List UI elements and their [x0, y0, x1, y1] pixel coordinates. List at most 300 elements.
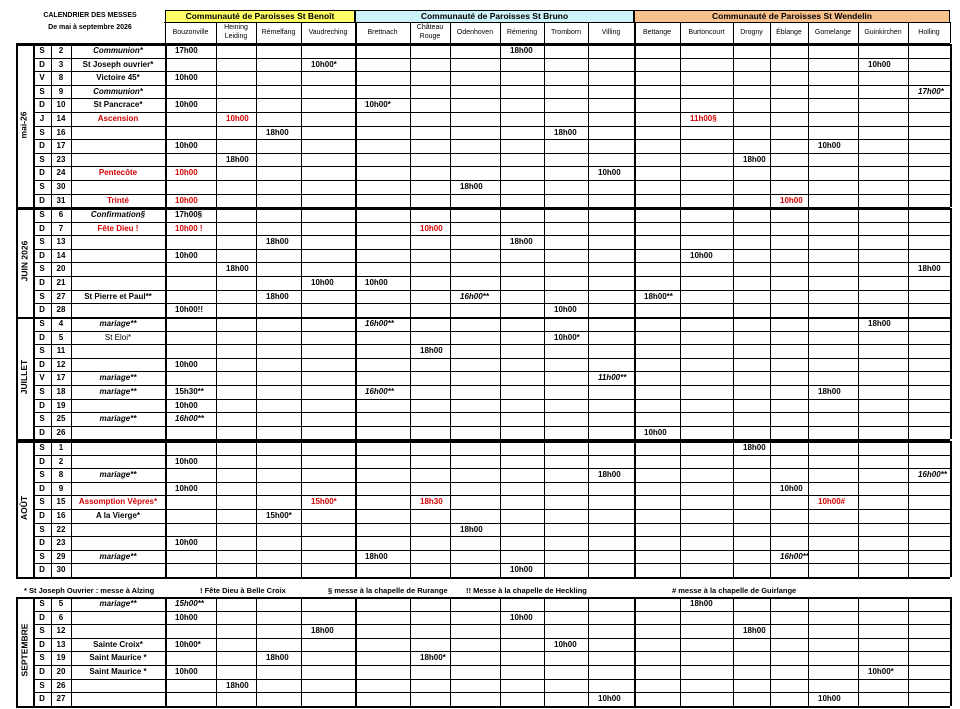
weekday-cell: D — [39, 456, 45, 466]
parish-column-header: Rémelfang — [261, 29, 296, 36]
grid-hline — [33, 679, 950, 680]
parish-column-header: Château Rouge — [416, 24, 444, 40]
grid-vline — [165, 317, 167, 439]
mass-time-cell: 18h00 — [226, 264, 249, 274]
feast-label: St Pierre et Paul** — [84, 291, 152, 301]
grid-hline — [33, 194, 950, 195]
weekday-cell: S — [39, 443, 45, 452]
grid-hline — [16, 706, 950, 708]
mass-time-cell: 10h00 — [175, 250, 198, 260]
grid-vline — [733, 22, 734, 43]
mass-time-cell: 18h00 — [226, 154, 249, 164]
day-number-cell: 11 — [56, 346, 66, 356]
grid-vline — [410, 317, 411, 439]
weekday-cell: S — [39, 414, 45, 424]
day-number-cell: 22 — [56, 524, 66, 534]
grid-hline — [33, 262, 950, 263]
grid-vline — [680, 22, 681, 43]
day-number-cell: 23 — [56, 154, 66, 164]
mass-time-cell: 16h00** — [175, 414, 204, 424]
parish-group-header: Communauté de Paroisses St Benoît — [165, 10, 355, 23]
mass-time-cell: 10h00 — [554, 305, 577, 315]
parish-column-header: Bouzonville — [172, 29, 209, 36]
feast-label: A la Vierge* — [95, 511, 141, 520]
grid-hline — [16, 577, 950, 579]
day-number-cell: 30 — [56, 565, 66, 575]
grid-vline — [256, 22, 257, 43]
mass-time-cell: 10h00* — [365, 100, 391, 110]
mass-time-cell: 18h00* — [420, 653, 446, 663]
feast-label: Sainte Croix* — [93, 639, 143, 649]
mass-time-cell: 18h00 — [868, 319, 891, 328]
month-label: SEPTEMBRE — [19, 623, 30, 677]
parish-column-header: Burtoncourt — [688, 29, 725, 36]
weekday-cell: D — [39, 100, 45, 110]
weekday-cell: D — [39, 483, 45, 493]
mass-time-cell: 17h00 — [175, 46, 198, 55]
grid-hline — [33, 276, 950, 277]
feast-label: Ascension — [97, 114, 139, 123]
day-number-cell: 14 — [56, 250, 66, 260]
grid-vline — [355, 22, 357, 43]
weekday-cell: S — [39, 237, 45, 247]
mass-time-cell: 18h00 — [460, 182, 483, 191]
weekday-cell: S — [39, 210, 45, 219]
day-number-cell: 16 — [56, 511, 66, 520]
mass-time-cell: 11h00** — [598, 373, 627, 383]
grid-hline — [33, 331, 950, 332]
weekday-cell: S — [39, 291, 45, 301]
weekday-cell: S — [39, 86, 45, 96]
footnote: * St Joseph Ouvrier : messe à Alzing — [24, 586, 155, 595]
day-number-cell: 3 — [58, 59, 64, 69]
weekday-cell: S — [39, 319, 45, 328]
mass-time-cell: 18h00 — [311, 626, 334, 636]
day-number-cell: 12 — [56, 359, 66, 369]
mass-time-cell: 18h00 — [266, 237, 289, 247]
day-number-cell: 24 — [56, 168, 66, 178]
day-number-cell: 5 — [58, 332, 64, 342]
mass-time-cell: 10h00* — [311, 59, 337, 69]
weekday-cell: D — [39, 667, 45, 676]
weekday-cell: S — [39, 346, 45, 356]
month-label: JUIN 2026 — [19, 241, 30, 282]
grid-hline — [33, 692, 950, 693]
grid-vline — [908, 317, 909, 439]
day-number-cell: 23 — [56, 538, 66, 548]
day-number-cell: 29 — [56, 551, 66, 561]
weekday-cell: V — [39, 373, 45, 383]
grid-hline — [33, 139, 950, 140]
weekday-cell: D — [39, 195, 45, 205]
weekday-cell: D — [39, 250, 45, 260]
mass-time-cell: 18h00 — [420, 346, 443, 356]
grid-vline — [16, 208, 18, 317]
grid-vline — [634, 22, 636, 43]
grid-hline — [33, 455, 950, 456]
feast-label: Saint Maurice * — [89, 667, 147, 676]
day-number-cell: 28 — [56, 305, 66, 315]
grid-hline — [33, 638, 950, 639]
mass-time-cell: 18h00** — [644, 291, 673, 301]
parish-column-header: Holling — [918, 29, 940, 36]
feast-label: Pentecôte — [98, 168, 138, 178]
grid-hline — [33, 665, 950, 666]
grid-hline — [33, 85, 950, 86]
grid-hline — [33, 523, 950, 524]
grid-vline — [450, 22, 451, 43]
mass-time-cell: 15h00** — [175, 599, 204, 608]
grid-vline — [858, 22, 859, 43]
mass-time-cell: 10h00 — [644, 427, 667, 437]
footnote: # messe à la chapelle de Guirlange — [672, 586, 797, 595]
day-number-cell: 26 — [56, 680, 66, 690]
grid-vline — [733, 317, 734, 439]
weekday-cell: S — [39, 470, 45, 480]
feast-label: Assomption Vêpres* — [78, 497, 158, 507]
weekday-cell: D — [39, 59, 45, 69]
grid-vline — [634, 317, 636, 439]
day-number-cell: 7 — [58, 223, 64, 233]
weekday-cell: S — [39, 653, 45, 663]
grid-vline — [256, 317, 257, 439]
grid-hline — [33, 58, 950, 59]
day-number-cell: 8 — [58, 470, 64, 480]
grid-hline — [33, 153, 950, 154]
mass-time-cell: 18h00 — [918, 264, 941, 274]
mass-time-cell: 18h00 — [460, 524, 483, 534]
day-number-cell: 9 — [58, 86, 64, 96]
grid-vline — [680, 317, 681, 439]
grid-hline — [164, 22, 950, 23]
grid-vline — [355, 317, 357, 439]
mass-time-cell: 10h00!! — [175, 305, 204, 315]
feast-label: St Pancrace* — [93, 100, 143, 110]
weekday-cell: D — [39, 639, 45, 649]
grid-hline — [33, 399, 950, 400]
day-number-cell: 19 — [56, 653, 66, 663]
feast-label: Saint Maurice * — [89, 653, 147, 663]
feast-label: mariage** — [99, 414, 137, 424]
grid-vline — [908, 22, 909, 43]
day-number-cell: 14 — [56, 114, 66, 123]
day-number-cell: 18 — [56, 387, 66, 396]
mass-time-cell: 10h00 — [175, 538, 198, 548]
feast-label: St Joseph ouvrier* — [82, 59, 154, 69]
mass-time-cell: 10h00 — [780, 195, 803, 205]
grid-hline — [33, 426, 950, 427]
mass-time-cell: 10h00 — [175, 141, 198, 151]
weekday-cell: S — [39, 497, 45, 507]
parish-column-header: Vaudreching — [308, 29, 348, 36]
mass-time-cell: 18h00 — [690, 599, 713, 608]
mass-time-cell: 10h00 — [175, 456, 198, 466]
mass-time-cell: 16h00** — [780, 551, 809, 561]
weekday-cell: D — [39, 141, 45, 151]
day-number-cell: 4 — [58, 319, 64, 328]
mass-time-cell: 10h00 — [690, 250, 713, 260]
weekday-cell: D — [39, 538, 45, 548]
grid-vline — [544, 317, 545, 439]
weekday-cell: S — [39, 524, 45, 534]
parish-column-header: Odenhoven — [456, 29, 494, 36]
mass-time-cell: 18h00 — [743, 626, 766, 636]
grid-hline — [33, 412, 950, 413]
mass-time-cell: 10h00 — [175, 100, 198, 110]
day-number-cell: 25 — [56, 414, 66, 424]
mass-time-cell: 18h00 — [510, 46, 533, 55]
mass-time-cell: 10h00 — [175, 483, 198, 493]
mass-time-cell: 10h00* — [554, 332, 580, 342]
mass-time-cell: 18h00 — [743, 154, 766, 164]
calendar-subtitle: De mai à septembre 2026 — [48, 24, 132, 31]
grid-vline — [16, 44, 18, 207]
day-number-cell: 8 — [58, 73, 64, 83]
grid-hline — [33, 180, 950, 181]
grid-hline — [33, 71, 950, 72]
day-number-cell: 2 — [58, 456, 64, 466]
mass-time-cell: 10h00 — [420, 223, 443, 233]
grid-vline — [588, 22, 589, 43]
day-number-cell: 17 — [56, 141, 66, 151]
parish-column-header: Drogny — [740, 29, 763, 36]
mass-time-cell: 10h00 — [868, 59, 891, 69]
weekday-cell: S — [39, 127, 45, 137]
grid-vline — [770, 317, 771, 439]
mass-time-cell: 18h30 — [420, 497, 443, 507]
mass-time-cell: 10h00 — [780, 483, 803, 493]
day-number-cell: 27 — [56, 291, 66, 301]
weekday-cell: D — [39, 223, 45, 233]
grid-vline — [16, 441, 18, 577]
grid-hline — [33, 249, 950, 250]
weekday-cell: D — [39, 278, 45, 287]
grid-vline — [216, 317, 217, 439]
day-number-cell: 19 — [56, 400, 66, 410]
grid-hline — [33, 344, 950, 345]
mass-time-cell: 10h00 — [175, 168, 198, 178]
parish-column-header: Bettange — [642, 29, 672, 36]
mass-time-cell: 17h00* — [918, 86, 944, 96]
mass-time-cell: 10h00# — [818, 497, 846, 507]
mass-time-cell: 10h00 — [510, 565, 533, 575]
weekday-cell: D — [39, 400, 45, 410]
parish-group-header: Communauté de Paroisses St Bruno — [355, 10, 634, 23]
mass-time-cell: 10h00 — [311, 278, 334, 287]
grid-hline — [33, 611, 950, 612]
feast-label: Fête Dieu ! — [97, 223, 139, 233]
weekday-cell: D — [39, 168, 45, 178]
mass-time-cell: 16h00** — [365, 387, 394, 396]
weekday-cell: D — [39, 332, 45, 342]
parish-column-header: Villing — [601, 29, 621, 36]
day-number-cell: 17 — [56, 373, 66, 383]
mass-time-cell: 16h00** — [365, 319, 394, 328]
calendar-title: CALENDRIER DES MESSES — [43, 12, 137, 19]
mass-time-cell: 18h00 — [510, 237, 533, 247]
weekday-cell: S — [39, 387, 45, 396]
footnote: ! Fête Dieu à Belle Croix — [200, 586, 286, 595]
day-number-cell: 30 — [56, 182, 66, 191]
day-number-cell: 31 — [56, 195, 66, 205]
grid-vline — [301, 317, 302, 439]
feast-label: Victoire 45* — [96, 73, 140, 83]
feast-label: Trinté — [107, 195, 129, 205]
grid-vline — [808, 22, 809, 43]
grid-vline — [301, 22, 302, 43]
mass-time-cell: 10h00 — [175, 73, 198, 83]
mass-time-cell: 18h00 — [598, 470, 621, 480]
weekday-cell: S — [39, 154, 45, 164]
grid-vline — [950, 317, 952, 439]
day-number-cell: 13 — [56, 237, 66, 247]
month-label: AOÛT — [19, 495, 29, 521]
grid-vline — [950, 208, 952, 317]
feast-label: Confirmation§ — [90, 210, 146, 219]
weekday-cell: D — [39, 612, 45, 622]
grid-vline — [950, 44, 952, 207]
grid-hline — [33, 385, 950, 386]
parish-group-header: Communauté de Paroisses St Wendelin — [634, 10, 950, 23]
grid-hline — [33, 536, 950, 537]
footnote: !! Messe à la chapelle de Heckling — [466, 586, 587, 595]
grid-vline — [950, 597, 952, 706]
grid-hline — [33, 651, 950, 652]
day-number-cell: 13 — [56, 639, 66, 649]
grid-vline — [808, 317, 809, 439]
mass-time-cell: 11h00§ — [690, 114, 717, 123]
mass-time-cell: 18h00 — [266, 291, 289, 301]
grid-vline — [16, 317, 18, 439]
mass-time-cell: 10h00 — [818, 694, 841, 704]
footnote: § messe à la chapelle de Rurange — [328, 586, 448, 595]
feast-label: mariage** — [99, 551, 137, 561]
weekday-cell: S — [39, 680, 45, 690]
grid-vline — [858, 317, 859, 439]
mass-time-cell: 10h00 — [175, 612, 198, 622]
weekday-cell: D — [39, 694, 45, 704]
grid-hline — [33, 563, 950, 564]
day-number-cell: 20 — [56, 667, 66, 676]
grid-vline — [410, 22, 411, 43]
mass-time-cell: 18h00 — [818, 387, 841, 396]
mass-time-cell: 15h00* — [311, 497, 337, 507]
mass-time-cell: 18h00 — [266, 653, 289, 663]
day-number-cell: 9 — [58, 483, 64, 493]
grid-vline — [16, 597, 18, 706]
grid-vline — [450, 317, 451, 439]
grid-vline — [544, 22, 545, 43]
parish-column-header: Tromborn — [550, 29, 582, 36]
mass-time-cell: 10h00* — [175, 639, 201, 649]
day-number-cell: 1 — [58, 443, 64, 452]
grid-hline — [33, 166, 950, 167]
day-number-cell: 21 — [56, 278, 66, 287]
mass-time-cell: 10h00 — [175, 195, 198, 205]
mass-time-cell: 18h00 — [365, 551, 388, 561]
day-number-cell: 6 — [58, 612, 64, 622]
grid-hline — [33, 509, 950, 510]
day-number-cell: 10 — [56, 100, 66, 110]
day-number-cell: 12 — [56, 626, 66, 636]
mass-time-cell: 10h00 — [175, 400, 198, 410]
month-label: mai-26 — [19, 111, 29, 139]
weekday-cell: J — [39, 114, 45, 123]
grid-hline — [33, 358, 950, 359]
mass-time-cell: 10h00 — [175, 667, 198, 676]
mass-time-cell: 10h00 — [554, 639, 577, 649]
day-number-cell: 26 — [56, 427, 66, 437]
day-number-cell: 27 — [56, 694, 66, 704]
feast-label: mariage** — [99, 387, 137, 396]
grid-hline — [33, 235, 950, 236]
weekday-cell: D — [39, 427, 45, 437]
grid-vline — [165, 22, 166, 43]
feast-label: mariage** — [99, 319, 137, 328]
grid-vline — [500, 317, 501, 439]
parish-column-header: Guinkirchen — [864, 29, 902, 36]
mass-time-cell: 18h00 — [554, 127, 577, 137]
mass-time-cell: 18h00 — [226, 680, 249, 690]
mass-time-cell: 10h00* — [868, 667, 894, 676]
feast-label: mariage** — [99, 470, 137, 480]
day-number-cell: 16 — [56, 127, 66, 137]
day-number-cell: 6 — [58, 210, 64, 219]
parish-column-header: Rémering — [506, 29, 538, 36]
grid-hline — [33, 222, 950, 223]
day-number-cell: 5 — [58, 599, 64, 608]
day-number-cell: 20 — [56, 264, 66, 274]
day-number-cell: 2 — [58, 46, 64, 55]
mass-time-cell: 10h00 ! — [175, 223, 203, 233]
weekday-cell: S — [39, 264, 45, 274]
grid-hline — [33, 303, 950, 304]
feast-label: Communion* — [93, 86, 143, 96]
feast-label: St Eloi* — [104, 332, 132, 342]
mass-time-cell: 18h00 — [743, 443, 766, 452]
grid-vline — [950, 441, 952, 577]
mass-time-cell: 10h00 — [598, 168, 621, 178]
mass-time-cell: 10h00 — [365, 278, 388, 287]
grid-hline — [33, 482, 950, 483]
mass-time-cell: 15h00* — [266, 511, 292, 520]
grid-hline — [16, 441, 950, 443]
parish-column-header: Brettnach — [367, 29, 398, 36]
mass-time-cell: 10h00 — [598, 694, 621, 704]
mass-time-cell: 10h00 — [510, 612, 533, 622]
grid-hline — [33, 624, 950, 625]
mass-time-cell: 18h00 — [266, 127, 289, 137]
mass-time-cell: 17h00§ — [175, 210, 203, 219]
grid-vline — [770, 22, 771, 43]
mass-time-cell: 16h00** — [460, 291, 489, 301]
mass-time-cell: 16h00** — [918, 470, 947, 480]
feast-label: mariage** — [99, 599, 137, 608]
grid-hline — [33, 495, 950, 496]
grid-vline — [500, 22, 501, 43]
mass-time-cell: 10h00 — [175, 359, 198, 369]
month-label: JUILLET — [19, 359, 30, 395]
weekday-cell: S — [39, 626, 45, 636]
grid-hline — [33, 468, 950, 469]
weekday-cell: V — [39, 73, 45, 83]
grid-hline — [33, 371, 950, 372]
grid-vline — [588, 317, 589, 439]
grid-hline — [33, 126, 950, 127]
mass-time-cell: 10h00 — [226, 114, 249, 123]
grid-hline — [33, 290, 950, 291]
grid-hline — [33, 112, 950, 113]
